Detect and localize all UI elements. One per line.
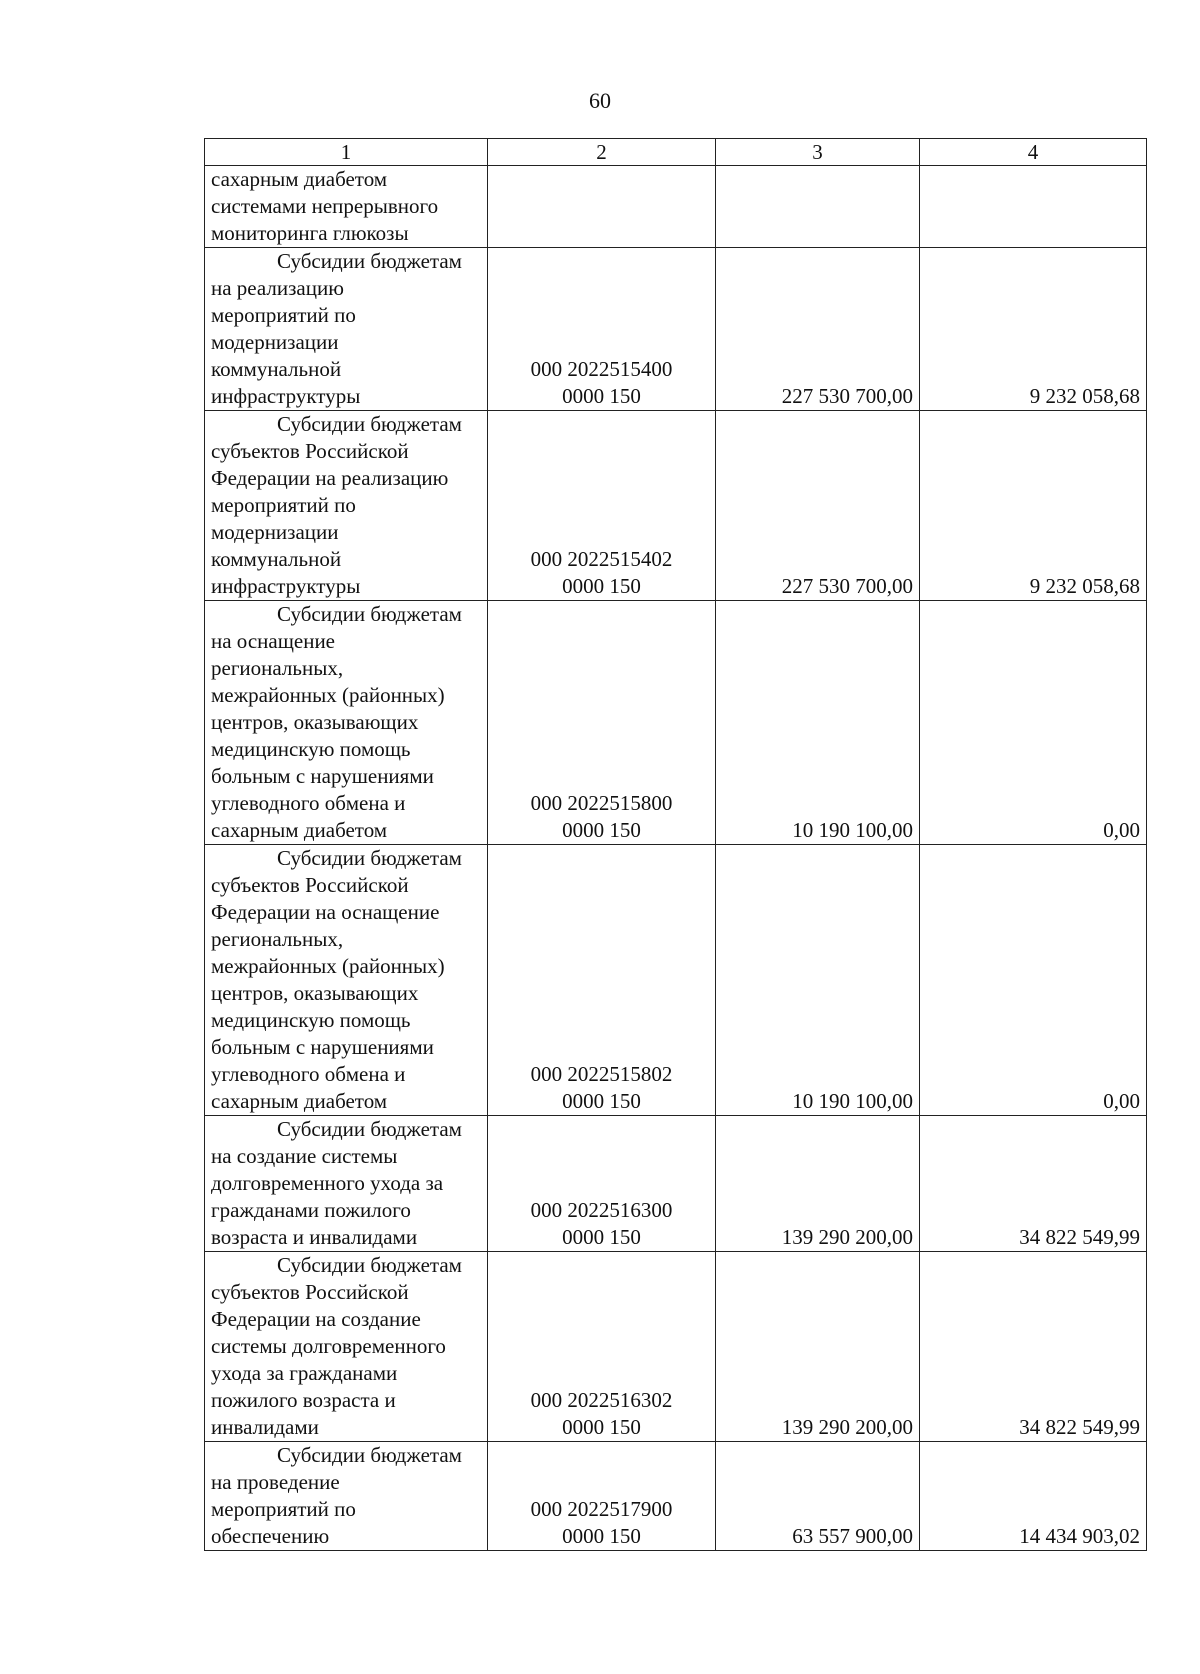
description-line: мероприятий по	[211, 493, 356, 517]
cell-plan-amount: 139 290 200,00	[716, 1252, 920, 1442]
description-line: сахарным диабетом	[211, 1089, 388, 1113]
description-line: Субсидии бюджетам	[277, 1253, 462, 1277]
description-line: мероприятий по	[211, 303, 356, 327]
cell-description	[205, 1442, 488, 1551]
description-line: на проведение	[211, 1470, 340, 1494]
description-line: межрайонных (районных)	[211, 683, 445, 707]
description-line: гражданами пожилого	[211, 1198, 411, 1222]
description-line: центров, оказывающих	[211, 710, 419, 734]
table-row	[205, 1442, 1147, 1551]
cell-budget-code	[488, 601, 716, 845]
budget-code-line: 000 2022516300	[530, 1198, 673, 1222]
description-line: на оснащение	[211, 629, 336, 653]
cell-plan-amount: 227 530 700,00	[716, 248, 920, 411]
budget-code-line: 0000 150	[562, 1415, 641, 1439]
budget-code-line: 000 2022515802	[530, 1062, 673, 1086]
description-line: Субсидии бюджетам	[277, 249, 462, 273]
cell-plan-amount: 63 557 900,00	[716, 1442, 920, 1551]
description-line: углеводного обмена и	[211, 1062, 406, 1086]
cell-description	[205, 601, 488, 845]
cell-description	[205, 166, 488, 248]
cell-actual-amount: 34 822 549,99	[920, 1116, 1147, 1252]
cell-budget-code	[488, 411, 716, 601]
cell-actual-amount	[920, 166, 1147, 248]
description-line: на реализацию	[211, 276, 344, 300]
description-line: сахарным диабетом	[211, 167, 388, 191]
cell-budget-code	[488, 248, 716, 411]
description-line: углеводного обмена и	[211, 791, 406, 815]
page-number: 60	[589, 88, 611, 113]
description-line: модернизации	[211, 520, 339, 544]
description-line: Субсидии бюджетам	[277, 602, 462, 626]
description-line: Субсидии бюджетам	[277, 846, 462, 870]
description-line: обеспечению	[211, 1524, 330, 1548]
description-line: инфраструктуры	[211, 384, 361, 408]
description-line: Федерации на оснащение	[211, 900, 440, 924]
budget-code-line: 0000 150	[562, 574, 641, 598]
cell-actual-amount: 9 232 058,68	[920, 248, 1147, 411]
table-row	[205, 845, 1147, 1116]
description-line: возраста и инвалидами	[211, 1225, 418, 1249]
description-line: коммунальной	[211, 357, 342, 381]
description-line: пожилого возраста и	[211, 1388, 396, 1412]
budget-code-line: 0000 150	[562, 818, 641, 842]
description-line: коммунальной	[211, 547, 342, 571]
description-line: мониторинга глюкозы	[211, 221, 409, 245]
table-row	[205, 411, 1147, 601]
description-line: региональных,	[211, 927, 344, 951]
cell-budget-code	[488, 1442, 716, 1551]
budget-code-line: 000 2022517900	[530, 1497, 673, 1521]
description-line: Федерации на реализацию	[211, 466, 449, 490]
description-line: Субсидии бюджетам	[277, 412, 462, 436]
budget-code-line: 000 2022515400	[530, 357, 673, 381]
header-col-2: 2	[488, 139, 716, 166]
header-col-1: 1	[205, 139, 488, 166]
cell-actual-amount: 9 232 058,68	[920, 411, 1147, 601]
description-line: Субсидии бюджетам	[277, 1117, 462, 1141]
description-line: медицинскую помощь	[211, 737, 411, 761]
description-line: долговременного ухода за	[211, 1171, 444, 1195]
description-line: мероприятий по	[211, 1497, 356, 1521]
description-line: ухода за гражданами	[211, 1361, 398, 1385]
budget-code-line: 0000 150	[562, 1225, 641, 1249]
budget-code-line	[494, 220, 709, 247]
cell-plan-amount: 10 190 100,00	[716, 601, 920, 845]
budget-code-line: 0000 150	[562, 384, 641, 408]
description-line: региональных,	[211, 656, 344, 680]
cell-actual-amount: 14 434 903,02	[920, 1442, 1147, 1551]
cell-budget-code	[488, 166, 716, 248]
description-line: больным с нарушениями	[211, 764, 434, 788]
description-line: межрайонных (районных)	[211, 954, 445, 978]
description-line: больным с нарушениями	[211, 1035, 434, 1059]
description-line: системы долговременного	[211, 1334, 446, 1358]
table-row	[205, 166, 1147, 248]
table-body	[205, 166, 1147, 1551]
cell-budget-code	[488, 1116, 716, 1252]
header-col-3: 3	[716, 139, 920, 166]
budget-code-line: 000 2022515800	[530, 791, 673, 815]
table-row	[205, 1116, 1147, 1252]
cell-plan-amount	[716, 166, 920, 248]
description-line: субъектов Российской	[211, 1280, 409, 1304]
description-line: субъектов Российской	[211, 873, 409, 897]
cell-description	[205, 411, 488, 601]
description-line: инвалидами	[211, 1415, 319, 1439]
cell-description	[205, 845, 488, 1116]
table-row	[205, 1252, 1147, 1442]
description-line: центров, оказывающих	[211, 981, 419, 1005]
description-line: модернизации	[211, 330, 339, 354]
budget-table	[204, 138, 1147, 1551]
cell-actual-amount: 0,00	[920, 601, 1147, 845]
cell-actual-amount: 0,00	[920, 845, 1147, 1116]
budget-code-line: 0000 150	[562, 1089, 641, 1113]
cell-description	[205, 1252, 488, 1442]
budget-code-line: 000 2022515402	[530, 547, 673, 571]
description-line: сахарным диабетом	[211, 818, 388, 842]
description-line: медицинскую помощь	[211, 1008, 411, 1032]
description-line: системами непрерывного	[211, 194, 439, 218]
description-line: Субсидии бюджетам	[277, 1443, 462, 1467]
budget-code-line: 000 2022516302	[530, 1388, 673, 1412]
header-col-4: 4	[920, 139, 1147, 166]
cell-description	[205, 248, 488, 411]
cell-description	[205, 1116, 488, 1252]
cell-plan-amount: 139 290 200,00	[716, 1116, 920, 1252]
cell-actual-amount: 34 822 549,99	[920, 1252, 1147, 1442]
description-line: на создание системы	[211, 1144, 398, 1168]
cell-plan-amount: 227 530 700,00	[716, 411, 920, 601]
description-line: субъектов Российской	[211, 439, 409, 463]
budget-code-line: 0000 150	[562, 1524, 641, 1548]
cell-budget-code	[488, 845, 716, 1116]
description-line: инфраструктуры	[211, 574, 361, 598]
description-line: Федерации на создание	[211, 1307, 421, 1331]
table-header-row	[205, 139, 1147, 166]
cell-plan-amount: 10 190 100,00	[716, 845, 920, 1116]
budget-code-line	[494, 193, 709, 220]
table-row	[205, 601, 1147, 845]
table-row	[205, 248, 1147, 411]
cell-budget-code	[488, 1252, 716, 1442]
